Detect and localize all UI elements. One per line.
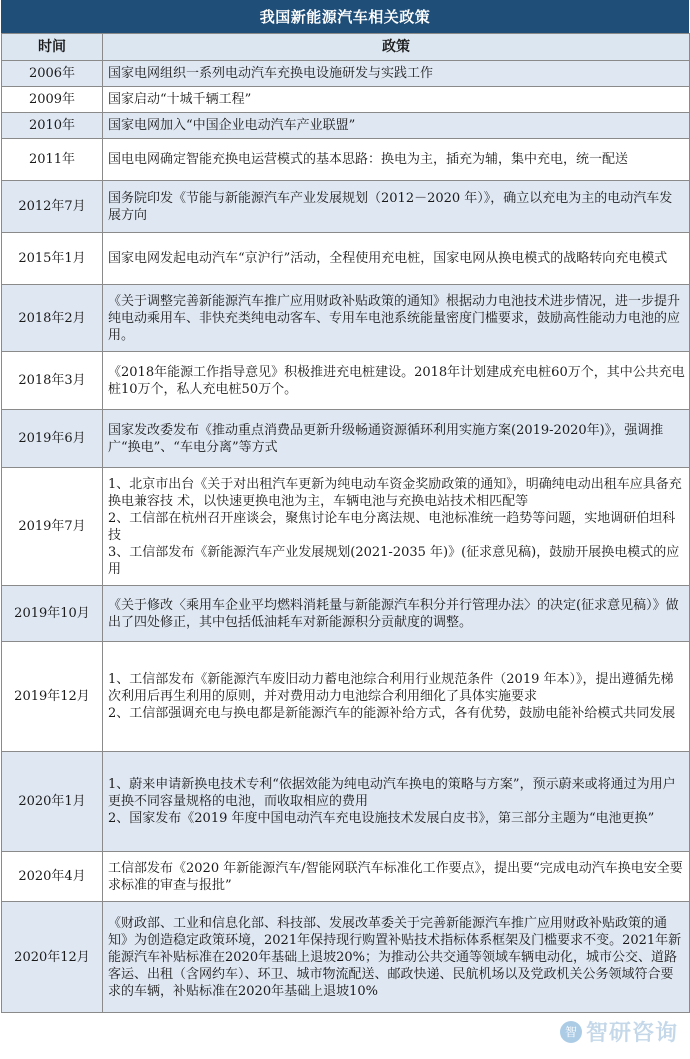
row-time: 2011年 (2, 139, 103, 181)
table-row (2, 468, 690, 586)
row-policy (103, 113, 690, 139)
policy-line: 国家启动“十城千辆工程” (108, 92, 252, 107)
policy-line: 国家发改委发布《推动重点消费品更新升级畅通资源循环利用实施方案(2019-2020年)》，强调推广“换电”、“车电分离”等方式 (108, 422, 664, 455)
policy-document (1, 0, 689, 1013)
row-time: 2006年 (2, 61, 103, 87)
row-time: 2019年10月 (2, 586, 103, 642)
table-row (2, 642, 690, 752)
table-row (2, 410, 690, 468)
policy-line: 1、蔚来申请新换电技术专利“依据效能为纯电动汽车换电的策略与方案”，预示蔚来或将通过为用户更换不同容量规格的电池，而收取相应的费用 (108, 777, 676, 809)
row-time: 2010年 (2, 113, 103, 139)
row-policy (103, 233, 690, 285)
row-time: 2015年1月 (2, 233, 103, 285)
row-policy (103, 902, 690, 1013)
policy-line: 国家电网组织一系列电动汽车充换电设施研发与实践工作 (108, 66, 434, 81)
row-policy (103, 752, 690, 852)
watermark-text: 智研咨询 (585, 1021, 678, 1046)
row-policy (103, 352, 690, 410)
policy-line: 1、工信部发布《新能源汽车废旧动力蓄电池综合利用行业规范条件（2019 年本）》，提出遵循先梯次利用后再生利用的原则，并对费用动力电池综合利用细化了具体实施要求 (108, 672, 674, 704)
policy-line: 工信部发布《2020 年新能源汽车/智能网联汽车标准化工作要点》，提出要“完成电动汽车换电安全要求标准的审查与报批” (108, 860, 683, 893)
table-row (2, 752, 690, 852)
row-policy (103, 468, 690, 586)
policy-line: 2、国家发布《2019 年度中国电动汽车充电设施技术发展白皮书》，第三部分主题为“电池更换” (108, 811, 655, 826)
table-row (2, 113, 690, 139)
policy-line: 国务院印发《节能与新能源汽车产业发展规划（2012－2020 年）》，确立以充电为主的电动汽车发展方向 (108, 190, 673, 223)
row-time: 2019年12月 (2, 642, 103, 752)
policy-line: 1、北京市出台《关于对出租汽车更新为纯电动车资金奖励政策的通知》，明确纯电动出租车应具备充换电兼容技 术，以快速更换电池为主，车辆电池与充换电站技术相匹配等 (108, 476, 682, 509)
header-policy: 政策 (103, 34, 690, 61)
table-row (2, 852, 690, 902)
row-time: 2019年7月 (2, 468, 103, 586)
table-row (2, 181, 690, 233)
policy-line: 国家电网加入“中国企业电动汽车产业联盟” (108, 118, 356, 133)
policy-line: 《关于调整完善新能源汽车推广应用财政补贴政策的通知》根据动力电池技术进步情况，进一步提升纯电动乘用车、非快充类纯电动客车、专用车电池系统能量密度门槛要求，鼓励高性能动力电池的应用。 (108, 293, 681, 343)
table-row (2, 285, 690, 352)
header-time: 时间 (2, 34, 103, 61)
row-time: 2018年2月 (2, 285, 103, 352)
table-title: 我国新能源汽车相关政策 (1, 0, 689, 33)
policy-line: 国电电网确定智能充换电运营模式的基本思路：换电为主，插充为辅，集中充电，统一配送 (108, 152, 629, 167)
row-policy (103, 642, 690, 752)
table-row (2, 139, 690, 181)
row-policy (103, 586, 690, 642)
policy-line: 《关于修改〈乘用车企业平均燃料消耗量与新能源汽车积分并行管理办法〉的决定(征求意见稿）》做出了四处修正，其中包括低油耗车对新能源积分贡献度的调整。 (108, 597, 679, 630)
policy-line: 3、工信部发布《新能源汽车产业发展规划(2021-2035 年)》(征求意见稿)，鼓励开展换电模式的应用 (108, 544, 680, 577)
table-row (2, 61, 690, 87)
row-policy (103, 852, 690, 902)
row-policy (103, 181, 690, 233)
row-policy (103, 285, 690, 352)
row-policy (103, 410, 690, 468)
row-time: 2018年3月 (2, 352, 103, 410)
header-row (2, 34, 690, 61)
row-time: 2020年4月 (2, 852, 103, 902)
policy-line: 国家电网发起电动汽车“京沪行”活动，全程使用充电桩，国家电网从换电模式的战略转向充电模式 (108, 251, 668, 266)
row-time: 2009年 (2, 87, 103, 113)
table-row (2, 586, 690, 642)
policy-table (1, 33, 690, 1013)
watermark (560, 1016, 678, 1047)
row-policy (103, 139, 690, 181)
row-time: 2020年1月 (2, 752, 103, 852)
row-time: 2020年12月 (2, 902, 103, 1013)
policy-line: 《财政部、工业和信息化部、科技部、发展改革委关于完善新能源汽车推广应用财政补贴政策的通知》为创造稳定政策环境，2021年保持现行购置补贴技术指标体系框架及门槛要求不变。2021年新能源汽车补贴标准在2020年基础上退坡20%；为推动公共交通等领域车辆电动化，城市公交、道路客运、出租（含网约车）、环卫、城市物流配送、邮政快递、民航机场以及党政机关公务领域符合要求的车辆，补贴标准在2020年基础上退坡10% (108, 915, 682, 999)
table-row (2, 233, 690, 285)
row-policy (103, 87, 690, 113)
table-row (2, 352, 690, 410)
policy-line: 2、工信部强调充电与换电都是新能源汽车的能源补给方式，各有优势，鼓励电能补给模式共同发展 (108, 706, 676, 721)
policy-line: 2、工信部在杭州召开座谈会，聚焦讨论车电分离法规、电池标准统一趋势等问题，实地调研伯坦科技 (108, 510, 676, 543)
row-policy (103, 61, 690, 87)
table-row (2, 902, 690, 1013)
row-time: 2019年6月 (2, 410, 103, 468)
row-time: 2012年7月 (2, 181, 103, 233)
policy-line: 《2018年能源工作指导意见》积极推进充电桩建设。2018年计划建成充电桩60万个，其中公共充电桩10万个，私人充电桩50万个。 (108, 364, 685, 397)
watermark-logo-icon: 智 (560, 1021, 582, 1043)
table-row (2, 87, 690, 113)
